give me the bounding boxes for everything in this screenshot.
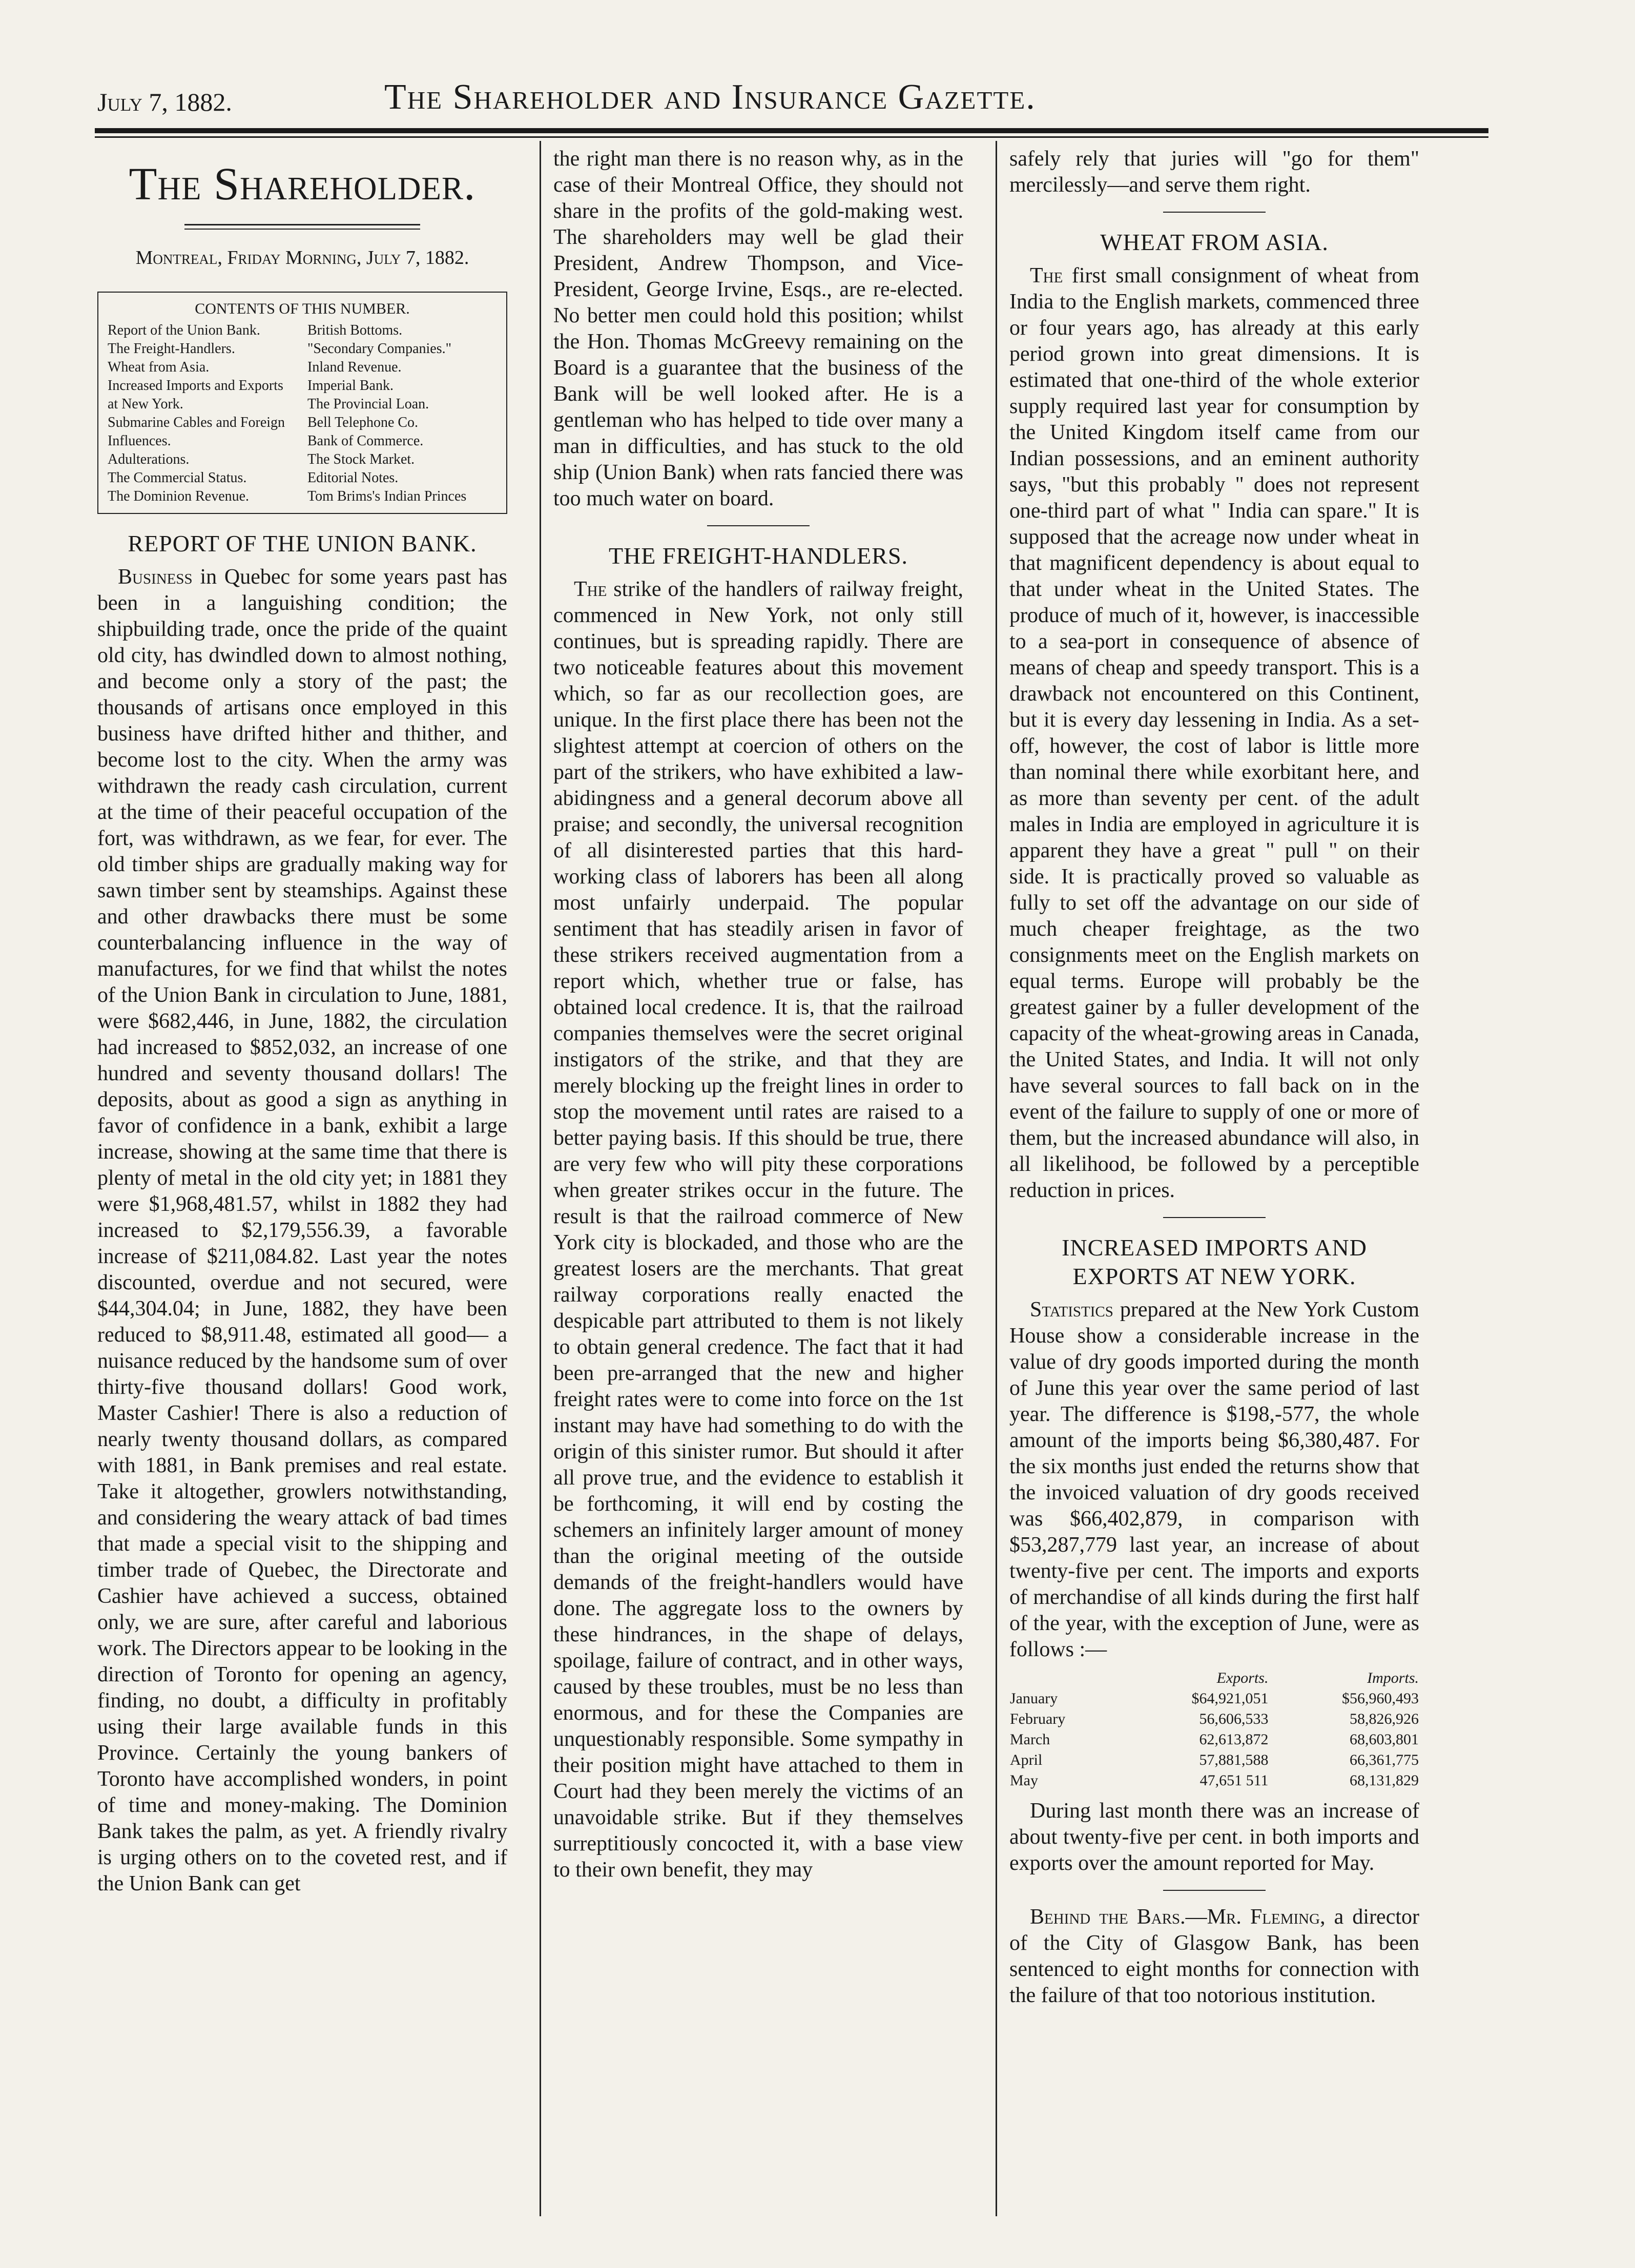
table-header-row	[1009, 1668, 1419, 1688]
table-cell: 66,361,775	[1350, 1751, 1419, 1768]
article-body	[553, 576, 963, 1883]
table-header	[1009, 1668, 1119, 1688]
table-cell: March	[1010, 1731, 1050, 1748]
contents-item: "Secondary Companies."	[307, 341, 452, 357]
contents-item: Imperial Bank.	[307, 378, 394, 394]
dateline: Montreal, Friday Morning, July 7, 1882.	[135, 247, 469, 269]
article-separator	[1163, 212, 1266, 213]
table-row	[1009, 1770, 1419, 1791]
contents-item: British Bottoms.	[307, 322, 403, 338]
brand-title: The Shareholder.	[129, 159, 476, 210]
article-continuation: the right man there is no reason why, as in the case of their Montreal Office, they should not share in the profits of the gold-making west. The shareholders may well be glad their President, Andrew Thompson, and Vice-President, George Irvine, Esqs., are re-elected. No better men could hold this position; whilst the Hon. Thomas McGreevy remaining on the Board is a guarantee that the business of the Bank will be well looked after. He is a gentleman who has helped to tide over many a man in difficulties, and has stuck to the old ship (Union Bank) when rats fancied there was too much water on board.	[553, 147, 963, 510]
article-text: in Quebec for some years past has been in a languishing condition; the shipbuilding trade, once the pride of the quaint old city, has dwindled down to almost nothing, and become only a story of the past; the thousands of artisans once employed in this business have drifted hither and thither, and become lost to the city. When the army was withdrawn the ready cash circulation, current at the time of their peaceful occupation of the fort, was withdrawn, as we fear, for ever. The old timber ships are gradually making way for sawn timber sent by steamships. Against these and other drawbacks there must be some counterbalancing influence in the way of manufactures, for we find that whilst the notes of the Union Bank in circulation to June, 1881, were $682,446, in June, 1882, the circulation had increased to $852,032, an increase of one hundred and seventy thousand dollars! The deposits, about as good a sign as anything in favor of confidence in a bank, exhibit a large increase, showing at the same time that there is plenty of metal in the old city yet; in 1881 they were $1,968,481.57, whilst in 1882 they had increased to $2,179,556.39, a favorable increase of $211,084.82. Last year the notes discounted, overdue and not secured, were $44,304.04; in June, 1882, they have been reduced to $8,911.48, estimated all good— a nuisance reduced by the handsome sum of over thirty-five thousand dollars! Good work, Master Cashier! There is also a reduction of nearly twenty thousand dollars, as compared with 1881, in Bank premises and real estate. Take it altogether, growlers notwithstanding, and considering the weary attack of bad times that made a special visit to the shipping and timber trade of Quebec, the Directorate and Cashier have achieved a success, obtained only, we are sure, after careful and laborious work. The Directors appear to be looking in the direction of Toronto for opening an agency, finding, no doubt, a difficulty in profitably using their large available funds in this Province. Certainly the young bankers of Toronto have accomplished wonders, in point of time and money-making. The Dominion Bank takes the palm, as yet. A friendly rivalry is urging others on to the coveted rest, and if the Union Bank can get	[97, 565, 507, 1895]
table-cell: 62,613,872	[1199, 1731, 1269, 1748]
contents-item: The Stock Market.	[307, 451, 415, 467]
brand-rule	[184, 224, 420, 230]
table-cell: 47,651 511	[1199, 1772, 1269, 1789]
contents-item: The Commercial Status.	[108, 470, 247, 486]
table-cell: 57,881,588	[1199, 1751, 1269, 1768]
column-1	[97, 146, 507, 2206]
news-brief	[1009, 1904, 1419, 2009]
table-cell: January	[1010, 1690, 1058, 1707]
table-header: Imports.	[1367, 1669, 1419, 1686]
table-cell: 68,131,829	[1350, 1772, 1419, 1789]
contents-box	[97, 292, 507, 514]
article-headline: INCREASED IMPORTS AND EXPORTS AT NEW YORK.	[1062, 1234, 1367, 1289]
contents-item: Increased Imports and Exports at New York.	[108, 378, 283, 412]
column-divider	[996, 141, 997, 2216]
trade-table	[1009, 1668, 1419, 1791]
contents-grid	[108, 321, 497, 506]
contents-item: The Freight-Handlers.	[108, 341, 235, 357]
contents-item: Bank of Commerce.	[307, 433, 424, 449]
contents-right	[307, 321, 497, 506]
article-headline: WHEAT FROM ASIA.	[1100, 229, 1329, 255]
lead-word: The	[574, 578, 607, 601]
table-row	[1009, 1729, 1419, 1750]
article-body	[1009, 263, 1419, 1204]
contents-left	[108, 321, 297, 506]
contents-item: Adulterations.	[108, 451, 190, 467]
table-cell: May	[1010, 1772, 1038, 1789]
contents-item: Inland Revenue.	[307, 359, 402, 375]
table-cell: 56,606,533	[1199, 1710, 1269, 1727]
masthead-rule	[95, 128, 1488, 133]
table-cell: 68,603,801	[1350, 1731, 1419, 1748]
article-text: prepared at the New York Custom House show a considerable increase in the value of dry goods imported during the month of June this year over the same period of last year. The difference is $198,-577, the whole amount of the imports being $6,380,487. For the six months just ended the returns show that the invoiced valuation of dry goods received was $66,402,879, in comparison with $53,287,779 last year, an increase of about twenty-five per cent. The imports and exports of merchandise of all kinds during the first half of the year, with the exception of June, were as follows :—	[1009, 1298, 1419, 1661]
contents-item: The Dominion Revenue.	[108, 488, 250, 504]
article-separator	[707, 525, 810, 526]
table-header: Exports.	[1216, 1669, 1269, 1686]
contents-item: Wheat from Asia.	[108, 359, 210, 375]
column-divider	[540, 141, 541, 2216]
issue-date: July 7, 1882.	[97, 88, 232, 116]
table-cell: February	[1010, 1710, 1066, 1727]
article-text: first small consignment of wheat from India to the English markets, commenced three or four years ago, has already at this early period grown into great dimensions. It is estimated that one-third of the whole exterior supply required last year for consumption by the United Kingdom itself came from our Indian possessions, and an eminent authority says, "but this probably " does not represent one-third part of what " India can spare." It is supposed that the acreage now under wheat in that magnificent dependency is about equal to that under wheat in the United States. The produce of much of it, however, is inaccessible to a sea-port in consequence of absence of means of cheap and speedy transport. This is a drawback not encountered on this Continent, but it is every day lessening in India. As a set-off, however, the cost of labor is little more than nominal there while exorbitant here, and as more than seventy per cent. of the adult males in India are employed in agriculture it is apparent they have a great " pull " on their side. It is practically proved so valuable as fully to set off the advantage on our side of much cheaper freightage, as the two consignments meet on the English markets on equal terms. Europe will probably be the greatest gainer by a fuller development of the capacity of the wheat-growing areas in Canada, the United States, and India. It will not only have several sources to fall back on in the event of the failure to supply of one or more of them, but the increased abundance will also, in all likelihood, be followed by a perceptible reduction in prices.	[1009, 264, 1419, 1202]
masthead-rule-thin	[95, 136, 1488, 138]
lead-word: Statistics	[1030, 1298, 1113, 1322]
article-after-table: During last month there was an increase of about twenty-five per cent. in both imports and exports over the amount reported for May.	[1009, 1799, 1419, 1875]
contents-title: CONTENTS OF THIS NUMBER.	[195, 300, 410, 317]
lead-word: Behind the Bars.—Mr. Fleming,	[1030, 1905, 1326, 1929]
table-row	[1009, 1688, 1419, 1709]
table-cell: $56,960,493	[1342, 1690, 1419, 1707]
contents-item: Submarine Cables and Foreign Influences.	[108, 415, 285, 449]
column-3	[1009, 146, 1419, 2206]
publication-title: The Shareholder and Insurance Gazette.	[384, 77, 1036, 117]
brief-text: a director of the City of Glasgow Bank, has been sentenced to eight months for connection with the failure of that too notorious institution.	[1009, 1905, 1419, 2007]
contents-item: Tom Brims's Indian Princes	[307, 488, 467, 504]
table-cell: 58,826,926	[1350, 1710, 1419, 1727]
contents-item: The Provincial Loan.	[307, 396, 429, 412]
column-2	[553, 146, 963, 2206]
table-row	[1009, 1709, 1419, 1729]
contents-item: Report of the Union Bank.	[108, 322, 260, 338]
contents-item: Editorial Notes.	[307, 470, 399, 486]
article-text: strike of the handlers of railway freight, commenced in New York, not only still continues, but is spreading rapidly. There are two noticeable features about this movement which, so far as our recollection goes, are unique. In the first place there has been not the slightest attempt at coercion of others on the part of the strikers, who have exhibited a law-abidingness and a general decorum above all praise; and secondly, the universal recognition of all disinterested parties that this hard-working class of laborers has been all along most unfairly underpaid. The popular sentiment that has steadily arisen in favor of these strikers received augmentation from a report which, whether true or false, has obtained local credence. It is, that the railroad companies themselves were the secret original instigators of the strike, and that they are merely blocking up the freight lines in order to stop the movement until rates are raised to a better paying basis. If this should be true, there are very few who will pity these corporations when greater strikes occur in the future. The result is that the railroad commerce of New York city is blockaded, and those who are the greatest losers are the merchants. That great railway corporations really enacted the despicable part attributed to them is not likely to obtain general credence. The fact that it had been pre-arranged that the new and higher freight rates were to come into force on the 1st instant may have had something to do with the origin of this sinister rumor. But should it after all prove true, and the evidence to establish it be forthcoming, it will end by costing the schemers an infinitely larger amount of money than the original meeting of the outside demands of the freight-handlers would have done. The aggregate loss to the owners by these hindrances, in the shape of delays, spoilage, failure of contract, and in other ways, caused by these troubles, must be no less than enormous, and for these the Companies are unquestionably responsible. Some sympathy in their position might have attached to them in Court had they been merely the victims of an unavoidable strike. But if they themselves surreptitiously concocted it, with a base view to their own benefit, they may	[553, 578, 963, 1882]
article-headline: THE FREIGHT-HANDLERS.	[608, 543, 908, 569]
article-body	[97, 564, 507, 1897]
table-cell: $64,921,051	[1191, 1690, 1269, 1707]
contents-item: Bell Telephone Co.	[307, 415, 419, 430]
lead-word: The	[1030, 264, 1063, 287]
lead-word: Business	[118, 565, 193, 589]
article-separator	[1163, 1890, 1266, 1891]
masthead	[77, 77, 1512, 123]
article-continuation: safely rely that juries will "go for them" mercilessly—and serve them right.	[1009, 147, 1419, 197]
table-cell: April	[1010, 1751, 1043, 1768]
article-separator	[1163, 1217, 1266, 1218]
article-headline: REPORT OF THE UNION BANK.	[128, 530, 477, 556]
table-row	[1009, 1750, 1419, 1770]
article-body	[1009, 1297, 1419, 1663]
